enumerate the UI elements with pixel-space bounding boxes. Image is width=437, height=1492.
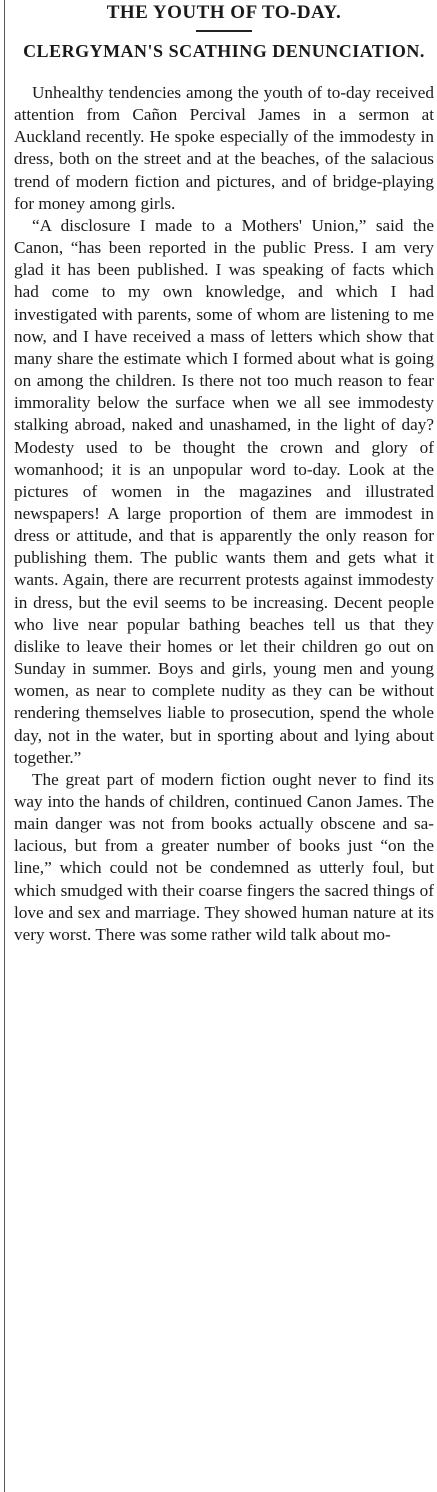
paragraph-1: Unhealthy tendencies among the youth of to-day received attention from Cañon Percival James in a sermon at Auckland recently. He spoke especially of the immodesty in dress, both on the street and at the beaches, of the salacious trend of modern fiction and pictures, and of bridge-playing for money among girls. — [14, 83, 434, 213]
article — [14, 0, 434, 946]
headline-divider — [196, 30, 252, 32]
headline: THE YOUTH OF TO-DAY. — [106, 2, 342, 23]
article-body — [14, 82, 434, 946]
subheadline: CLERGYMAN'S SCATHING DENUNCIATION. — [23, 41, 425, 61]
paragraph-3: The great part of modern fiction ought never to find its way into the hands of children, continued Canon James. The main danger was not from books actually obscene and salacious, but from a greater number of books just “on the line,” which could not be condemned as utterly foul, but which smudged with their coarse fingers the sacred things of love and sex and marriage. They showed human nature at its very worst. There was some rather wild talk about mo- — [14, 769, 434, 944]
column-rule — [4, 0, 5, 1492]
paragraph-2: “A disclosure I made to a Mothers' Union,” said the Canon, “has been reported in the public Press. I am very glad it has been published. I was speaking of facts which had come to my own knowledge, and which I had investigated with parents, some of whom are listening to me now, and I have received a mass of letters which show that many share the estimate which I formed about what is going on among the children. Is there not too much reason to fear immorality below the surface when we all see immodesty stalking abroad, naked and unashamed, in the light of day? Modesty used to be thought the crown and glory of womanhood; it is an unpopular word to-day. Look at the pictures of women in the magazines and illustrated newspapers! A large proportion of them are immodest in dress or attitude, and that is apparently the only reason for publishing them. The public wants them and gets what it wants. Again, there are recurrent protests against immodesty in dress, but the evil seems to be increasing. Decent people who live near popular bathing beaches tell us that they dislike to leave their homes or let their children go out on Sunday in summer. Boys and girls, young men and young women, as near to complete nudity as they can be without rendering themselves liable to prosecution, spend the whole day, not in the water, but in sporting about and lying about together.” — [14, 215, 434, 767]
